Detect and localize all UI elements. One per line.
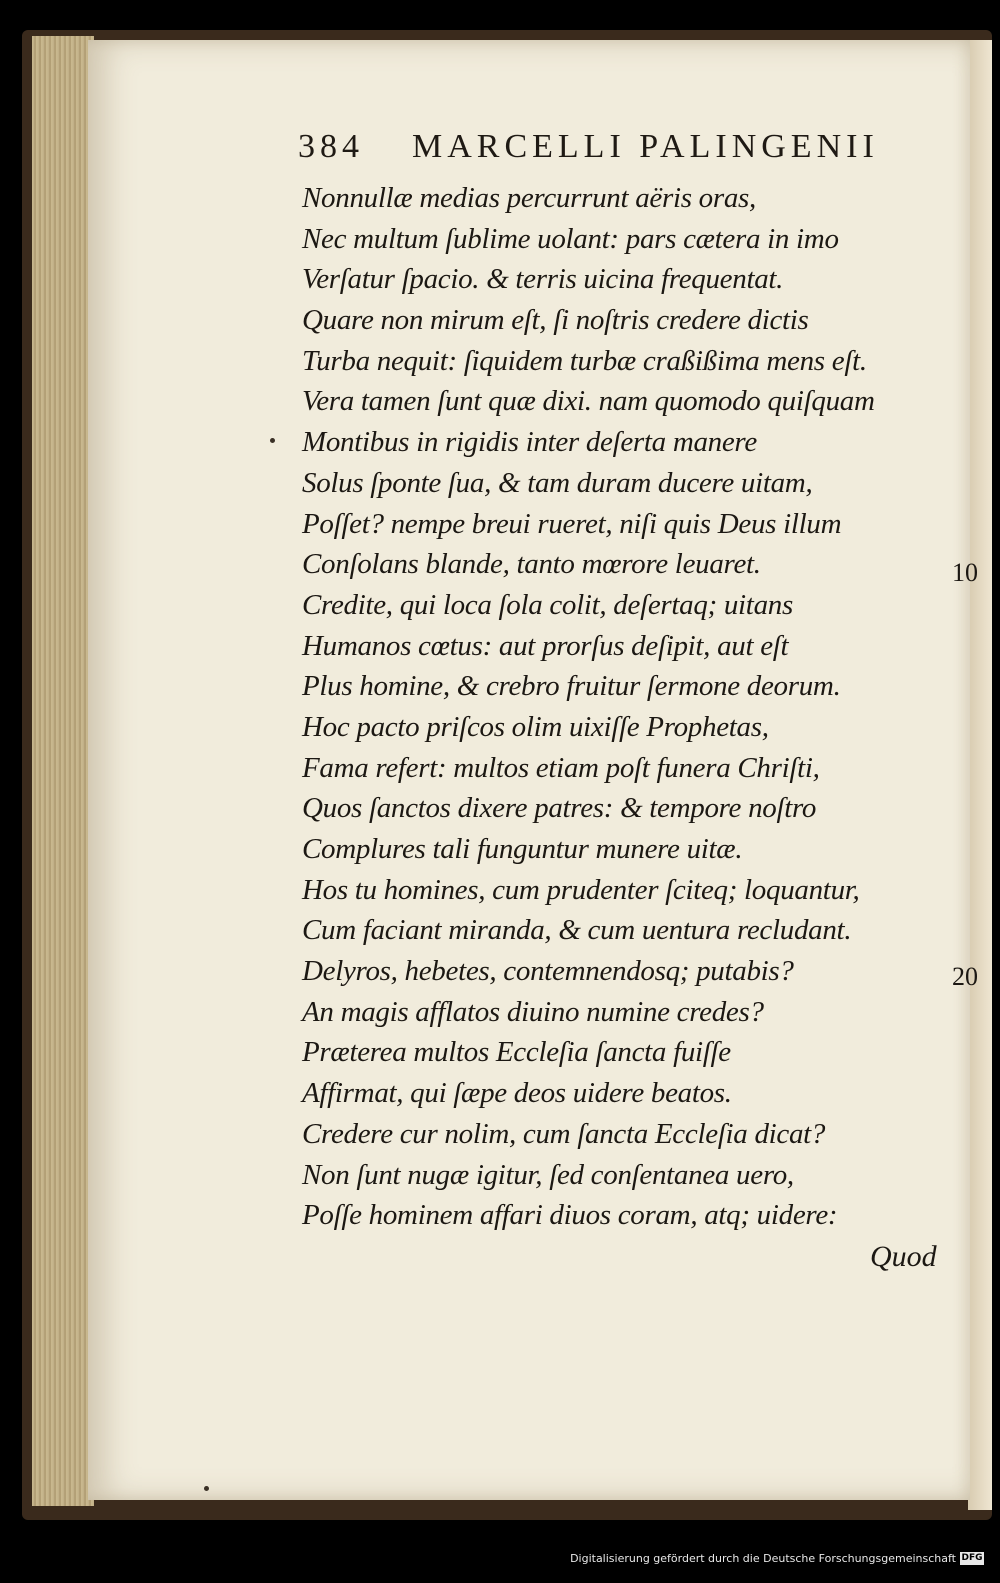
verse-line: Solus ſponte ſua, & tam duram ducere uitam,	[302, 466, 813, 499]
line-number-marker: 20	[952, 962, 978, 991]
verse-line: Hoc pacto priſcos olim uixiſſe Prophetas,	[302, 710, 769, 743]
verse-line: Delyros, hebetes, contemnendosq; putabis?	[302, 955, 794, 988]
dfg-logo: DFG	[961, 1553, 983, 1563]
ink-speck	[270, 438, 275, 443]
verse-line: Poſſe hominem affari diuos coram, atq; uidere:	[302, 1199, 838, 1232]
verse-block	[302, 178, 962, 1236]
page-number: 384	[298, 128, 364, 165]
digitization-credit: Digitalisierung gefördert durch die Deutsche Forschungsgemeinschaft	[570, 1552, 956, 1565]
facing-page-edge	[968, 40, 992, 1510]
catchword: Quod	[870, 1240, 937, 1273]
verse-line: An magis afflatos diuino numine credes?	[302, 995, 764, 1028]
verse-line: Complures tali funguntur munere uitæ.	[302, 833, 743, 865]
page-edges	[32, 36, 94, 1506]
verse-line: Poſſet? nempe breui rueret, niſi quis Deus illum	[302, 507, 842, 540]
ink-speck	[204, 1486, 209, 1491]
verse-line: Turba nequit: ſiquidem turbæ craßißima mens eſt.	[302, 344, 867, 377]
verse-line: Præterea multos Eccleſia ſancta fuiſſe	[302, 1036, 731, 1069]
running-title: MARCELLI PALINGENII	[412, 128, 879, 165]
verse-line: Cum faciant miranda, & cum uentura recludant.	[302, 914, 852, 947]
verse-line: Vera tamen ſunt quæ dixi. nam quomodo quiſquam	[302, 385, 875, 418]
verse-line: Nec multum ſublime uolant: pars cætera in imo	[302, 222, 839, 255]
line-number-marker: 10	[952, 558, 978, 587]
verse-line: Montibus in rigidis inter deſerta manere	[302, 426, 757, 459]
verse-line: Credere cur nolim, cum ſancta Eccleſia dicat?	[302, 1117, 826, 1150]
verse-line: Plus homine, & crebro fruitur ſermone deorum.	[302, 670, 841, 703]
verse-line: Humanos cœtus: aut prorſus deſipit, aut eſt	[302, 629, 789, 662]
verse-line: Verſatur ſpacio. & terris uicina frequentat.	[302, 263, 784, 296]
verse-line: Quare non mirum eſt, ſi noſtris credere dictis	[302, 304, 809, 337]
verse-line: Hos tu homines, cum prudenter ſciteq; loquantur,	[302, 873, 860, 906]
verse-line: Quos ſanctos dixere patres: & tempore noſtro	[302, 792, 817, 825]
verse-line: Non ſunt nugæ igitur, ſed conſentanea uero,	[302, 1158, 794, 1191]
verse-line: Credite, qui loca ſola colit, deſertaq; uitans	[302, 588, 793, 621]
verse-line: Conſolans blande, tanto mœrore leuaret.	[302, 548, 761, 581]
verse-line: Nonnullæ medias percurrunt aëris oras,	[302, 182, 756, 214]
verse-line: Affirmat, qui ſæpe deos uidere beatos.	[302, 1077, 732, 1110]
verse-line: Fama refert: multos etiam poſt funera Chriſti,	[302, 751, 820, 784]
